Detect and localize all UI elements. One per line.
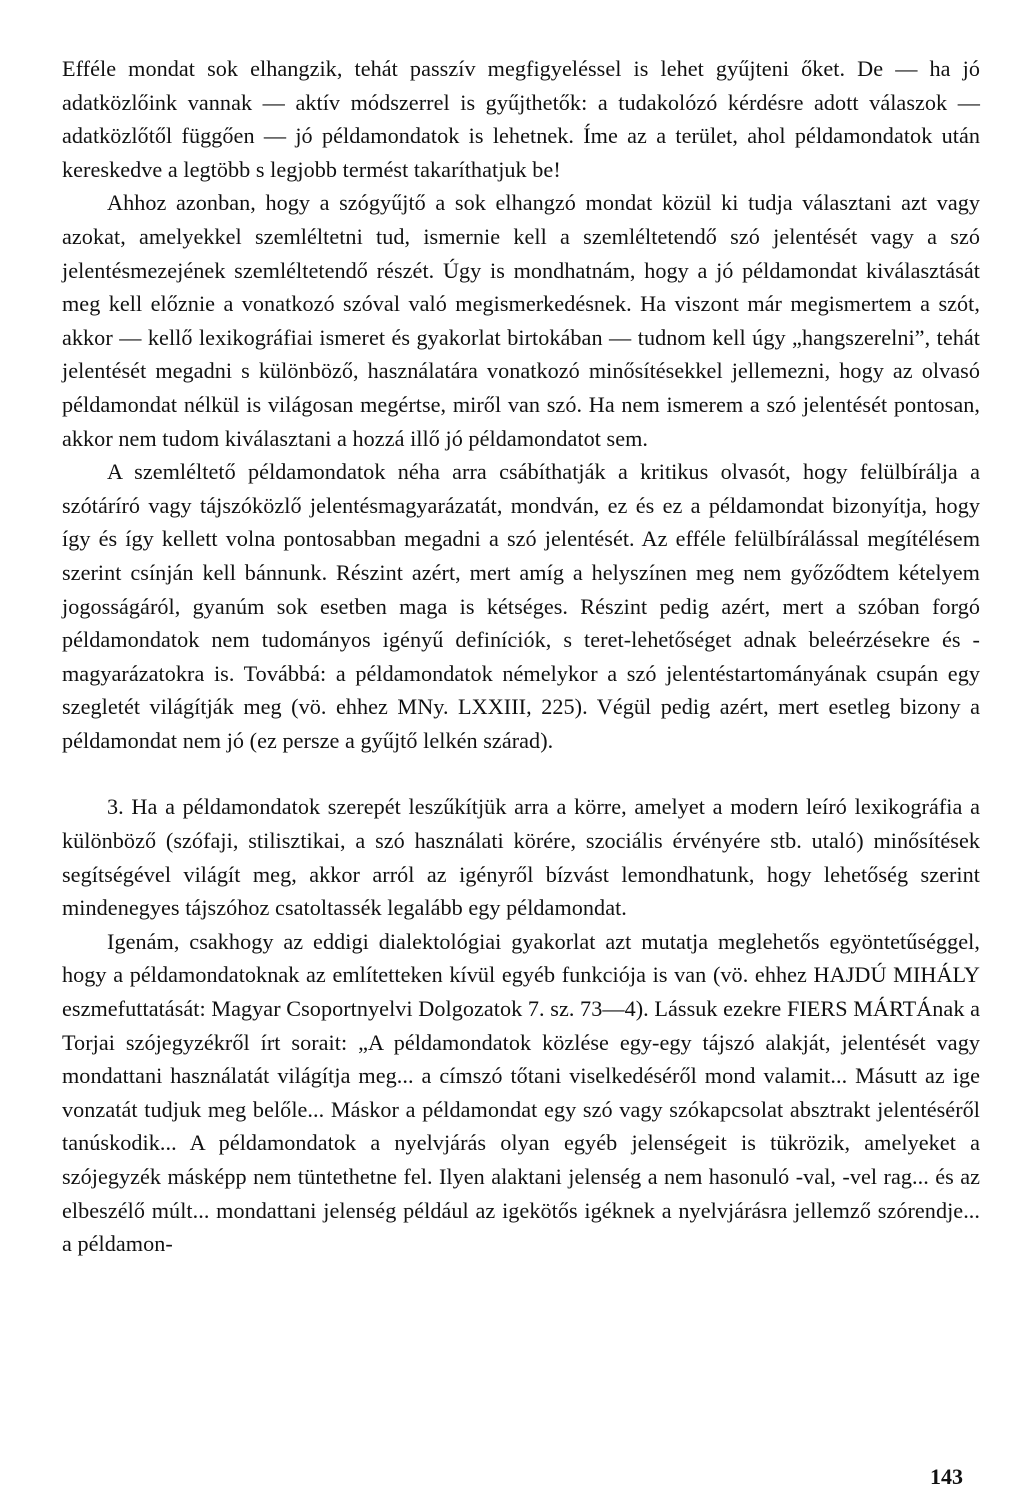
paragraph-2: Ahhoz azonban, hogy a szógyűjtő a sok elhangzó mondat közül ki tudja választani azt vagy azokat, amelyekkel szemléltetni tud, ismernie kell a szemléltetendő szó jelentését vagy a szó jelentésmezejének szemléltetendő részét. Úgy is mondhatnám, hogy a jó példamondat kiválasztását meg kell előznie a vonatkozó szóval való megismerkedésnek. Ha viszont már megismertem a szót, akkor — kellő lexikográfiai ismeret és gyakorlat birtokában — tudnom kell úgy „hangszerelni”, tehát jelentését megadni s különböző, használatára vonatkozó minősítésekkel jellemezni, hogy az olvasó példamondat nélkül is világosan megértse, miről van szó. Ha nem ismerem a szó jelentését pontosan, akkor nem tudom kiválasztani a hozzá illő jó példamondatot sem.: [62, 190, 980, 451]
paragraph-5: Igenám, csakhogy az eddigi dialektológiai gyakorlat azt mutatja meglehetős egyöntetűséggel, hogy a példamondatoknak az említetteken kívül egyéb funkciója is van (vö. ehhez HAJDÚ MIHÁLY eszmefuttatását: Magyar Csoportnyelvi Dolgozatok 7. sz. 73—4). Lássuk ezekre FIERS MÁRTÁnak a Torjai szójegyzékről írt sorait: „A példamondatok közlése egy-egy tájszó alakját, jelentését vagy mondattani használatát világítja meg... a címszó tőtani viselkedéséről mond valamit... Másutt az ige vonzatát tudjuk meg belőle... Máskor a példamondat egy szó vagy szókapcsolat absztrakt jelentéséről tanúskodik... A példamondatok a nyelvjárás olyan egyéb jelenségeit is tükrözik, amelyeket a szójegyzék másképp nem tüntethetne fel. Ilyen alaktani jelenség a nem hasonuló -val, -vel rag... és az elbeszélő múlt... mondattani jelenség például az igekötős igéknek a nyelvjárásra jellemző szórendje... a példamon-: [62, 928, 980, 1257]
paragraph-1: Efféle mondat sok elhangzik, tehát passzív megfigyeléssel is lehet gyűjteni őket. De — ha jó adatközlőink vannak — aktív módszerrel is gyűjthetők: a tudakolózó kérdésre adott válaszok — adatközlőtől függően — jó példamondatok is lehetnek. Íme az a terület, ahol példamondatok után kereskedve a legtöbb s legjobb termést takaríthatjuk be!: [62, 56, 980, 182]
page-body: [62, 52, 980, 1261]
paragraph-3: A szemléltető példamondatok néha arra csábíthatják a kritikus olvasót, hogy felülbírálja a szótáríró vagy tájszóközlő jelentésmagyarázatát, mondván, ez és ez a példamondat bizonyítja, hogy így és így kellett volna pontosabban megadni a szó jelentését. Az efféle felülbírálással megítélésem szerint csínján kell bánnunk. Részint azért, mert amíg a helyszínen meg nem győződtem kételyem jogosságáról, gyanúm sok esetben maga is kétséges. Részint pedig azért, mert a szóban forgó példamondatok nem tudományos igényű definíciók, s teret-lehetőséget adnak beleérzésekre és -magyarázatokra is. Továbbá: a példamondatok némelykor a szó jelentéstartományának csupán egy szegletét világítják meg (vö. ehhez MNy. LXXIII, 225). Végül pedig azért, mert esetleg bizony a példamondat nem jó (ez persze a gyűjtő lelkén szárad).: [62, 459, 980, 753]
page-number: 143: [930, 1464, 963, 1489]
paragraph-section-3: 3. Ha a példamondatok szerepét leszűkítjük arra a körre, amelyet a modern leíró lexikográfia a különböző (szófaji, stilisztikai, a szó használati körére, szociális érvényére stb. utaló) minősítések segítségével világít meg, akkor arról az igényről bízvást lemondhatunk, hogy lehetőség szerint mindenegyes tájszóhoz csatoltassék legalább egy példamondat.: [62, 794, 980, 921]
